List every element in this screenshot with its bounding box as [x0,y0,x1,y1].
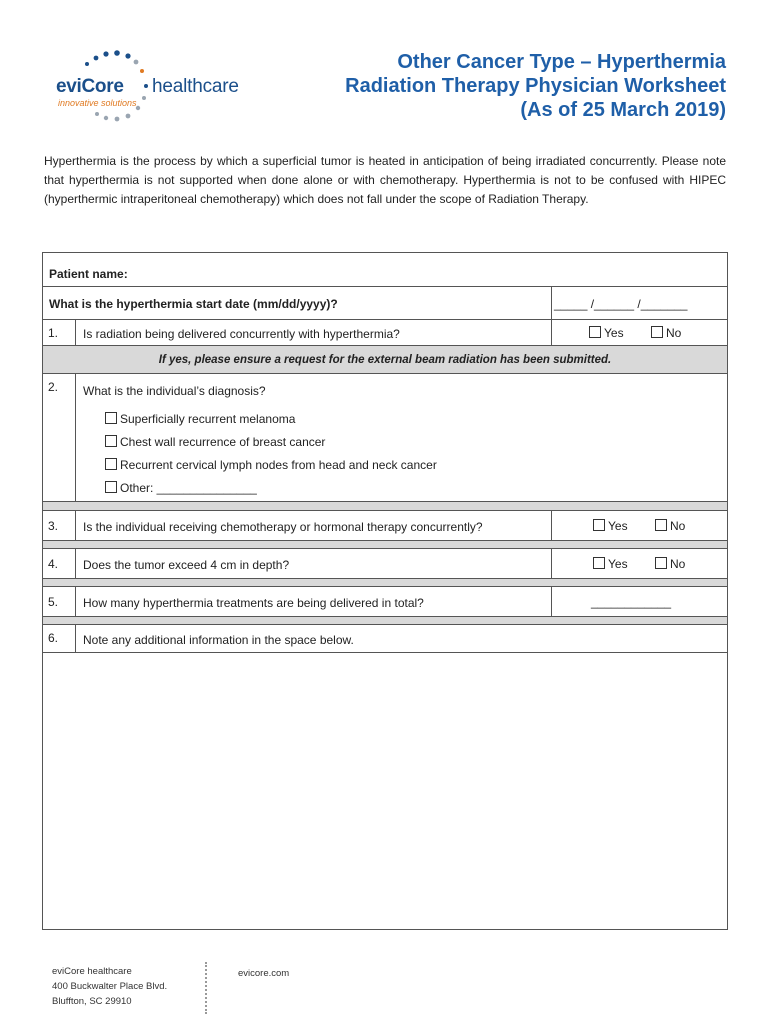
head-neck-checkbox[interactable] [105,458,117,470]
q1-no-checkbox[interactable] [651,326,663,338]
start-date-answer [551,287,727,319]
q4-yes-option[interactable] [593,557,628,571]
question-6-number: 6. [43,625,76,652]
question-6-row [43,625,727,653]
q3-yes-label: Yes [608,519,628,533]
logo-brand: eviCore [56,76,124,97]
q3-yes-option[interactable] [593,519,628,533]
diagnosis-option-breast[interactable] [105,435,325,449]
question-3-row [43,511,727,541]
section-divider [43,617,727,625]
q4-no-checkbox[interactable] [655,557,667,569]
question-2-row [43,374,727,501]
question-4-answer [551,549,727,578]
other-checkbox[interactable] [105,481,117,493]
q3-no-checkbox[interactable] [655,519,667,531]
question-1-note: If yes, please ensure a request for the external beam radiation has been submitted. [158,354,612,366]
intro-paragraph: Hyperthermia is the process by which a superficial tumor is heated in anticipation of being irradiated concurrently. Please note that hyperthermia is not supported when done alone or with chemotherapy. Hyperthermia is not to be confused with HIPEC (hyperthermic intraperitoneal chemotherapy) which does not fall under the scope of Radiation Therapy. [44,154,726,206]
section-divider [43,579,727,587]
patient-name-row [43,253,727,287]
title-line-1: Other Cancer Type – Hyperthermia [397,51,726,73]
q4-no-option[interactable] [655,557,685,571]
evicore-logo [52,46,262,136]
question-5-row [43,587,727,617]
question-5-text: How many hyperthermia treatments are being delivered in total? [83,596,424,610]
start-date-label: What is the hyperthermia start date (mm/dd/yyyy)? [49,297,338,311]
question-3-answer [551,511,727,540]
question-1-note-row [43,346,727,374]
melanoma-label: Superficially recurrent melanoma [120,412,296,426]
question-4-text: Does the tumor exceed 4 cm in depth? [83,558,290,572]
diagnosis-option-head-neck[interactable] [105,458,437,472]
question-5-number: 5. [43,587,76,616]
footer-address-line-1: 400 Buckwalter Place Blvd. [52,981,168,992]
logo-tagline: innovative solutions [58,98,137,108]
question-1-text: Is radiation being delivered concurrently with hyperthermia? [83,327,400,341]
head-neck-label: Recurrent cervical lymph nodes from head and neck cancer [120,458,437,472]
start-date-row [43,287,727,320]
question-2-number: 2. [43,374,76,501]
patient-name-field[interactable] [183,265,717,283]
footer-divider [205,962,207,1014]
question-4-row [43,549,727,579]
section-divider [43,501,727,511]
logo-suffix: healthcare [152,76,239,97]
q3-yes-checkbox[interactable] [593,519,605,531]
q1-no-option[interactable] [651,326,681,340]
title-line-3: (As of 25 March 2019) [520,99,726,121]
question-1-number: 1. [43,320,76,345]
page-title [345,50,726,122]
additional-info-textarea[interactable] [43,653,727,929]
question-2-text: What is the individual’s diagnosis? [83,384,266,398]
question-1-row [43,320,727,346]
q1-yes-checkbox[interactable] [589,326,601,338]
start-date-field[interactable]: _____ /______ /_______ [554,297,688,311]
q1-yes-label: Yes [604,326,624,340]
question-3-number: 3. [43,511,76,540]
treatments-count-field[interactable]: ____________ [591,595,672,609]
diagnosis-option-melanoma[interactable] [105,412,295,426]
patient-name-label: Patient name: [49,267,128,281]
footer-website[interactable]: evicore.com [238,968,290,979]
worksheet-form [42,252,728,930]
q4-yes-checkbox[interactable] [593,557,605,569]
melanoma-checkbox[interactable] [105,412,117,424]
question-5-answer [551,587,727,616]
q3-no-option[interactable] [655,519,685,533]
other-label: Other: _______________ [120,481,257,495]
title-line-2: Radiation Therapy Physician Worksheet [345,75,726,97]
q4-yes-label: Yes [608,557,628,571]
question-4-number: 4. [43,549,76,578]
breast-checkbox[interactable] [105,435,117,447]
q4-no-label: No [670,557,686,571]
breast-label: Chest wall recurrence of breast cancer [120,435,326,449]
question-6-text: Note any additional information in the space below. [83,633,354,647]
q1-no-label: No [666,326,682,340]
question-3-text: Is the individual receiving chemotherapy or hormonal therapy concurrently? [83,520,483,534]
footer-address-line-2: Bluffton, SC 29910 [52,996,132,1007]
question-1-answer [551,320,727,345]
diagnosis-option-other[interactable] [105,481,257,495]
q1-yes-option[interactable] [589,326,624,340]
footer-company: eviCore healthcare [52,966,132,977]
section-divider [43,541,727,549]
q3-no-label: No [670,519,686,533]
footer-address [52,964,167,1009]
